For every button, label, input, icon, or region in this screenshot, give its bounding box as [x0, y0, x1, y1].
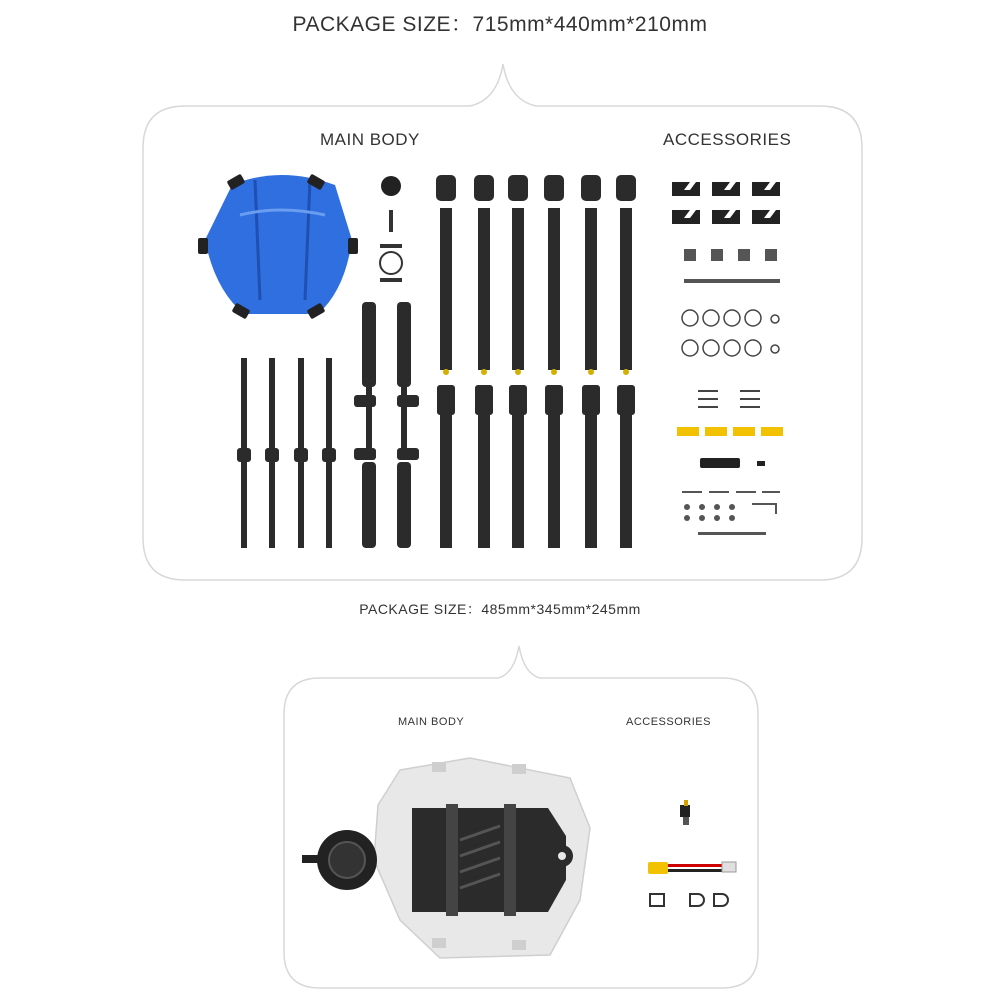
screws-icon: [698, 390, 760, 408]
knob-icon: [380, 176, 402, 282]
pump-motor-icon: [302, 830, 377, 890]
small-hardware-icon: [682, 491, 780, 535]
landing-gear-legs-icon: [237, 358, 336, 548]
main-body-label-1: MAIN BODY: [320, 130, 420, 149]
package-size-title-1: PACKAGE SIZE：715mm*440mm*210mm: [292, 13, 708, 36]
cable-icon: [648, 862, 736, 874]
accessories-label-2: ACCESSORIES: [626, 716, 711, 728]
propeller-tubes-icon: [436, 175, 636, 548]
small-connectors-icon: [650, 894, 728, 906]
blue-canopy-icon: [198, 174, 358, 320]
accessories-label-1: ACCESSORIES: [663, 130, 792, 149]
warning-stickers-icon: [677, 427, 783, 436]
pipe-clamps-icon: [682, 310, 779, 356]
folding-arms-icon: [354, 302, 419, 548]
mount-clamps-icon: [672, 182, 780, 224]
package-size-title-2: PACKAGE SIZE：485mm*345mm*245mm: [359, 601, 641, 617]
bracket-icon: [700, 458, 765, 468]
main-body-label-2: MAIN BODY: [398, 716, 465, 728]
small-pads-icon: [684, 249, 780, 283]
tank-plate-icon: [412, 804, 573, 916]
connector-icon: [680, 800, 690, 825]
